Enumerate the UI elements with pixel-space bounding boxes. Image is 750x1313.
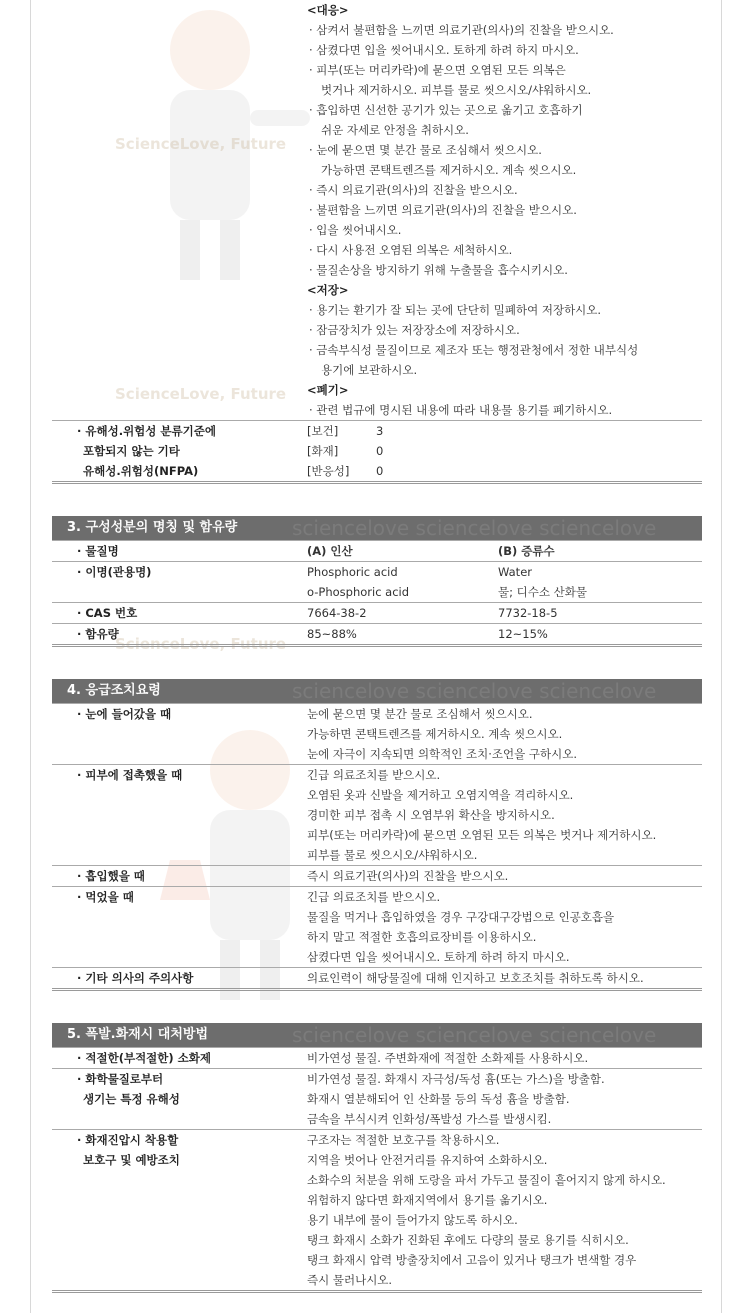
s3-label: · 물질명: [77, 544, 119, 558]
response-line: · 불편함을 느끼면 의료기관(의사)의 진찰을 받으시오.: [309, 203, 577, 217]
s3-col-a: o-Phosphoric acid: [307, 585, 410, 599]
s4-line: 피부를 물로 씻으시오/샤워하시오.: [307, 848, 478, 862]
response-line: 가능하면 콘택트렌즈를 제거하시오. 계속 씻으시오.: [321, 163, 577, 177]
s4-line: 물질을 먹거나 흡입하였을 경우 구강대구강법으로 인공호흡을: [307, 910, 615, 924]
s3-label: · 이명(관용명): [77, 565, 152, 579]
s3-col-a: (A) 인산: [307, 544, 353, 558]
nfpa-label: 유해성.위험성(NFPA): [83, 464, 199, 478]
s4-line: 긴급 의료조치를 받으시오.: [307, 890, 441, 904]
s3-col-a: 7664-38-2: [307, 606, 367, 620]
nfpa-fire-name: [화재]: [307, 444, 339, 458]
storage-line: · 잠금장치가 있는 저장장소에 저장하시오.: [309, 323, 520, 337]
response-line: · 즉시 의료기관(의사)의 진찰을 받으시오.: [309, 183, 518, 197]
section-3-header: [52, 516, 702, 540]
storage-line: 용기에 보관하시오.: [321, 363, 418, 377]
s4-line: 의료인력이 해당물질에 대해 인지하고 보호조치를 취하도록 하시오.: [307, 971, 644, 985]
response-line: · 피부(또는 머리카락)에 묻으면 오염된 모든 의복은: [309, 63, 566, 77]
brand-watermark: ScienceLove, Future: [115, 385, 287, 403]
response-line: 쉬운 자세로 안정을 취하시오.: [321, 123, 469, 137]
response-line: · 다시 사용전 오염된 의복은 세척하시오.: [309, 243, 513, 257]
s5-line: 지역을 벗어나 안전거리를 유지하여 소화하시오.: [307, 1153, 548, 1167]
s4-line: 경미한 피부 접촉 시 오염부위 확산을 방지하시오.: [307, 808, 555, 822]
storage-line: · 용기는 환기가 잘 되는 곳에 단단히 밀폐하여 저장하시오.: [309, 303, 602, 317]
s4-line: 피부(또는 머리카락)에 묻으면 오염된 모든 의복은 벗거나 제거하시오.: [307, 828, 657, 842]
section-5: [52, 1023, 702, 1293]
section-4-title: 4. 응급조치요령: [67, 683, 161, 698]
brand-watermark: ScienceLove, Future: [115, 135, 287, 153]
s5-label: · 화재진압시 착용할: [77, 1133, 179, 1147]
s5-label: 생기는 특정 유해성: [83, 1092, 180, 1106]
disposal-line: · 관련 법규에 명시된 내용에 따라 내용물 용기를 폐기하시오.: [309, 403, 613, 417]
section-5-title: 5. 폭발.화재시 대처방법: [67, 1027, 208, 1042]
other-hazard-label: 포함되지 않는 기타: [83, 444, 180, 458]
section-4-header: [52, 679, 702, 703]
s3-col-a: 85~88%: [307, 627, 357, 641]
s5-line: 탱크 화재시 소화가 진화된 후에도 다량의 물로 용기를 식히시오.: [307, 1233, 629, 1247]
nfpa-health-value: 3: [376, 424, 384, 438]
response-line: 벗거나 제거하시오. 피부를 물로 씻으시오/샤워하시오.: [321, 83, 592, 97]
s5-label: 보호구 및 예방조치: [83, 1153, 180, 1167]
response-line: · 삼켜서 불편함을 느끼면 의료기관(의사)의 진찰을 받으시오.: [309, 23, 614, 37]
s5-line: 비가연성 물질. 화재시 자극성/독성 흄(또는 가스)을 방출함.: [307, 1072, 605, 1086]
s4-line: 하지 말고 적절한 호흡의료장비를 이용하시오.: [307, 930, 537, 944]
s3-label: · CAS 번호: [77, 606, 138, 620]
s4-line: 긴급 의료조치를 받으시오.: [307, 768, 441, 782]
s5-line: 탱크 화재시 압력 방출장치에서 고음이 있거나 탱크가 변색할 경우: [307, 1253, 637, 1267]
disposal-heading: <폐기>: [307, 383, 349, 397]
section-3-title: 3. 구성성분의 명칭 및 함유량: [67, 520, 238, 535]
response-line: · 물질손상을 방지하기 위해 누출물을 흡수시키시오.: [309, 263, 568, 277]
nfpa-fire-value: 0: [376, 444, 384, 458]
s3-col-b: 7732-18-5: [498, 606, 558, 620]
s5-label: · 적절한(부적절한) 소화제: [77, 1051, 211, 1065]
s5-line: 즉시 물러나시오.: [307, 1273, 393, 1287]
response-line: · 삼켰다면 입을 씻어내시오. 토하게 하려 하지 마시오.: [309, 43, 579, 57]
s3-col-a: Phosphoric acid: [307, 565, 398, 579]
s4-line: 즉시 의료기관(의사)의 진찰을 받으시오.: [307, 869, 509, 883]
nfpa-reactivity-value: 0: [376, 464, 384, 478]
msds-content: [52, 0, 702, 1293]
section-watermark: sciencelove sciencelove sciencelove: [292, 516, 657, 540]
hazard-continuation: [52, 0, 702, 484]
s4-label: · 눈에 들어갔을 때: [77, 707, 172, 721]
s5-line: 화재시 열분해되어 인 산화물 등의 독성 흄을 방출함.: [307, 1092, 570, 1106]
s4-label: · 기타 의사의 주의사항: [77, 971, 194, 985]
section-watermark: sciencelove sciencelove sciencelove: [292, 1023, 657, 1047]
s4-label: · 피부에 접촉했을 때: [77, 768, 183, 782]
storage-line: · 금속부식성 물질이므로 제조자 또는 행정관청에서 정한 내부식성: [309, 343, 639, 357]
storage-heading: <저장>: [307, 283, 349, 297]
response-heading: <대응>: [307, 3, 349, 17]
s3-col-b: 12~15%: [498, 627, 548, 641]
s5-line: 위험하지 않다면 화재지역에서 용기를 옮기시오.: [307, 1193, 548, 1207]
s3-col-b: 물; 디수소 산화물: [498, 585, 587, 599]
s3-col-b: Water: [498, 565, 532, 579]
s5-line: 금속을 부식시켜 인화성/폭발성 가스를 발생시킴.: [307, 1112, 552, 1126]
response-line: · 입을 씻어내시오.: [309, 223, 402, 237]
s4-line: 눈에 자극이 지속되면 의학적인 조치·조언을 구하시오.: [307, 747, 577, 761]
s4-line: 눈에 묻으면 몇 분간 물로 조심해서 씻으시오.: [307, 707, 533, 721]
section-3: [52, 516, 702, 647]
other-hazard-label: · 유해성.위험성 분류기준에: [77, 424, 216, 438]
section-watermark: sciencelove sciencelove sciencelove: [292, 679, 657, 703]
section-5-header: [52, 1023, 702, 1047]
s5-line: 비가연성 물질. 주변화재에 적절한 소화제를 사용하시오.: [307, 1051, 589, 1065]
s4-label: · 먹었을 때: [77, 890, 134, 904]
s5-label: · 화학물질로부터: [77, 1072, 164, 1086]
s4-line: 가능하면 콘택트렌즈를 제거하시오. 계속 씻으시오.: [307, 727, 563, 741]
s4-line: 오염된 옷과 신발을 제거하고 오염지역을 격리하시오.: [307, 788, 574, 802]
s3-col-b: (B) 증류수: [498, 544, 555, 558]
s5-line: 소화수의 처분을 위해 도랑을 파서 가두고 물질이 흩어지지 않게 하시오.: [307, 1173, 666, 1187]
section-4: [52, 679, 702, 991]
nfpa-reactivity-name: [반응성]: [307, 464, 350, 478]
s5-line: 구조자는 적절한 보호구를 착용하시오.: [307, 1133, 500, 1147]
s4-label: · 흡입했을 때: [77, 869, 145, 883]
s3-label: · 함유량: [77, 627, 119, 641]
response-line: · 흡입하면 신선한 공기가 있는 곳으로 옮기고 호흡하기: [309, 103, 583, 117]
s5-line: 용기 내부에 물이 들어가지 않도록 하시오.: [307, 1213, 518, 1227]
nfpa-health-name: [보건]: [307, 424, 339, 438]
s4-line: 삼켰다면 입을 씻어내시오. 토하게 하려 하지 마시오.: [307, 950, 570, 964]
response-line: · 눈에 묻으면 몇 분간 물로 조심해서 씻으시오.: [309, 143, 542, 157]
brand-watermark: ScienceLove, Future: [115, 635, 287, 653]
